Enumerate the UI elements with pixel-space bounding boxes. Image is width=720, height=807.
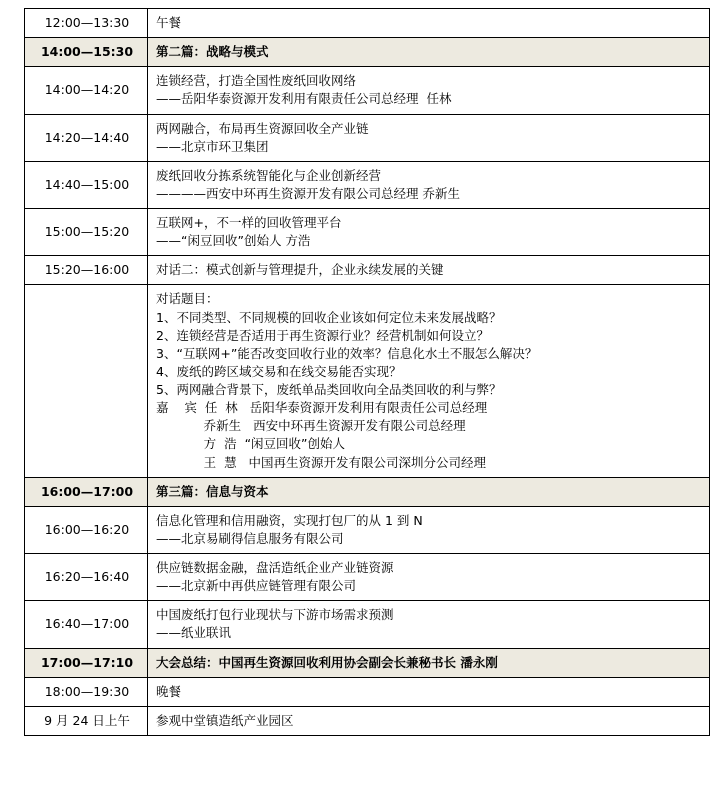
row-time: 16:40—17:00 [25, 601, 148, 648]
dialog-question: 1、不同类型、不同规模的回收企业该如何定位未来发展战略？ [156, 309, 502, 325]
row-line: 连锁经营，打造全国性废纸回收网络 [156, 73, 357, 89]
row-line: 废纸回收分拣系统智能化与企业创新经营 [156, 167, 382, 183]
row-description [148, 209, 710, 256]
table-row-section [25, 477, 710, 506]
row-time: 15:00—15:20 [25, 209, 148, 256]
row-line: ——“闲豆回收”创始人 方浩 [156, 233, 311, 249]
dialog-guest: 嘉 宾 任 林 岳阳华泰资源开发利用有限责任公司总经理 [156, 400, 488, 416]
table-row [25, 256, 710, 285]
row-description [148, 38, 710, 67]
row-description [148, 601, 710, 648]
dialog-guest: 方 浩 “闲豆回收”创始人 [156, 436, 346, 452]
row-line: 午餐 [156, 15, 182, 30]
row-time: 18:00—19:30 [25, 677, 148, 706]
row-description [148, 161, 710, 208]
table-row [25, 161, 710, 208]
table-row [25, 554, 710, 601]
row-time: 14:20—14:40 [25, 114, 148, 161]
row-description [148, 648, 710, 677]
agenda-table-body [25, 9, 710, 736]
row-time: 15:20—16:00 [25, 256, 148, 285]
row-description [148, 554, 710, 601]
row-line: 中国废纸打包行业现状与下游市场需求预测 [156, 607, 394, 623]
row-line: ——北京市环卫集团 [156, 138, 269, 154]
row-description [148, 114, 710, 161]
row-description [148, 506, 710, 553]
row-line: ——北京易刷得信息服务有限公司 [156, 530, 344, 546]
row-line: 供应链数据金融，盘活造纸企业产业链资源 [156, 560, 394, 575]
table-row-dialog [25, 285, 710, 477]
row-line: 互联网+，不一样的回收管理平台 [156, 215, 342, 230]
table-row [25, 706, 710, 735]
table-row [25, 67, 710, 114]
row-description [148, 9, 710, 38]
dialog-guest: 王 慧 中国再生资源开发有限公司深圳分公司经理 [156, 454, 487, 470]
table-row [25, 506, 710, 553]
row-description [148, 256, 710, 285]
dialog-question: 5、两网融合背景下，废纸单品类回收向全品类回收的利与弊？ [156, 382, 502, 397]
row-time: 16:00—16:20 [25, 506, 148, 553]
dialog-title: 对话题目： [156, 291, 219, 307]
table-row [25, 209, 710, 256]
row-time: 16:00—17:00 [25, 477, 148, 506]
row-time: 16:20—16:40 [25, 554, 148, 601]
row-line: 两网融合，布局再生资源回收全产业链 [156, 120, 369, 136]
row-line: ————西安中环再生资源开发有限公司总经理 乔新生 [156, 185, 460, 201]
row-time: 14:40—15:00 [25, 161, 148, 208]
table-row-section [25, 648, 710, 677]
row-time: 12:00—13:30 [25, 9, 148, 38]
row-description [148, 677, 710, 706]
dialog-question: 3、“互联网+”能否改变回收行业的效率？信息化水土不服怎么解决？ [156, 345, 538, 361]
row-line: 第三篇：信息与资本 [156, 483, 269, 499]
table-row [25, 677, 710, 706]
row-line: 大会总结：中国再生资源回收利用协会副会长兼秘书长 潘永刚 [156, 654, 498, 670]
row-time: 9 月 24 日上午 [25, 706, 148, 735]
row-line: 晚餐 [156, 683, 182, 699]
row-description [148, 706, 710, 735]
dialog-guest: 乔新生 西安中环再生资源开发有限公司总经理 [156, 418, 466, 434]
row-line: ——北京新中再供应链管理有限公司 [156, 578, 357, 594]
row-line: ——纸业联讯 [156, 625, 232, 641]
row-line: ——岳阳华泰资源开发利用有限责任公司总经理 任林 [156, 91, 452, 107]
row-description [148, 477, 710, 506]
agenda-table [24, 8, 710, 736]
table-row [25, 9, 710, 38]
row-time: 14:00—15:30 [25, 38, 148, 67]
row-line: 第二篇：战略与模式 [156, 44, 269, 60]
row-line: 参观中堂镇造纸产业园区 [156, 712, 294, 728]
table-row-section [25, 38, 710, 67]
table-row [25, 601, 710, 648]
table-row [25, 114, 710, 161]
row-description [148, 285, 710, 477]
row-line: 对话二：模式创新与管理提升，企业永续发展的关键 [156, 262, 444, 278]
row-time [25, 285, 148, 477]
row-description [148, 67, 710, 114]
row-time: 14:00—14:20 [25, 67, 148, 114]
dialog-question: 2、连锁经营是否适用于再生资源行业？经营机制如何设立？ [156, 327, 489, 343]
row-line: 信息化管理和信用融资，实现打包厂的从 1 到 N [156, 512, 423, 528]
row-time: 17:00—17:10 [25, 648, 148, 677]
dialog-question: 4、废纸的跨区域交易和在线交易能否实现？ [156, 363, 402, 379]
